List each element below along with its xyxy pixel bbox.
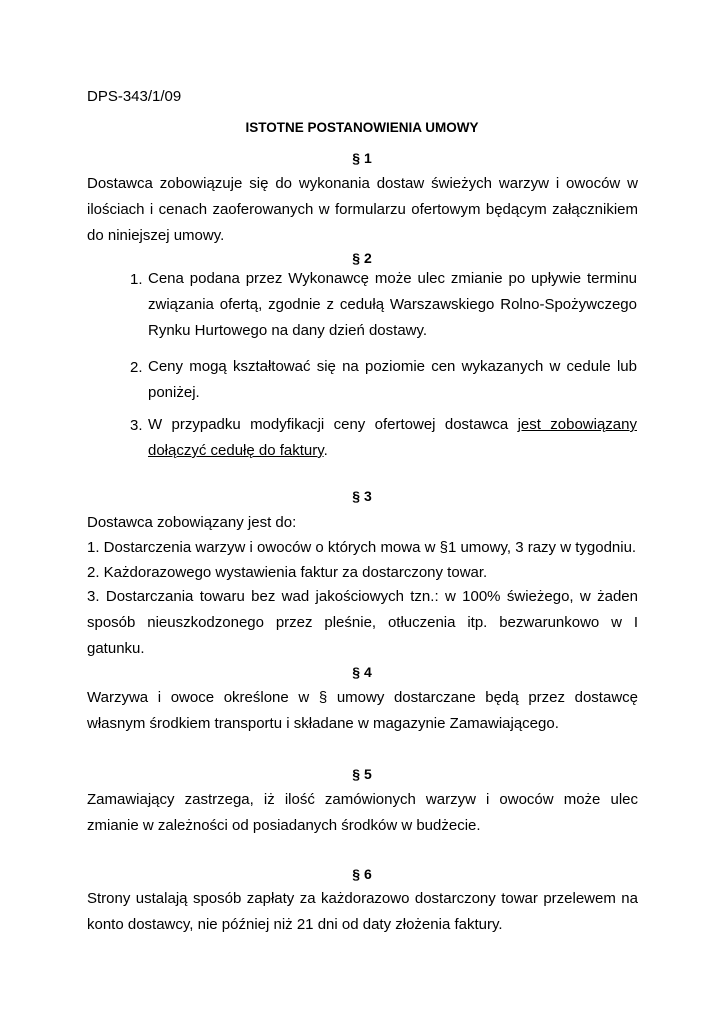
section-6-heading: § 6: [352, 866, 372, 882]
section-4-heading: § 4: [352, 664, 372, 680]
section-3-heading: § 3: [352, 488, 372, 504]
item-number: 2.: [130, 359, 143, 376]
section-2-heading: § 2: [352, 250, 372, 266]
item-number: 3.: [130, 417, 143, 434]
item-number: 1.: [130, 271, 143, 288]
section-1-text: Dostawca zobowiązuje się do wykonania dostaw świeżych warzyw i owoców w ilościach i cenach zaoferowanych w formularzu ofertowym będącym załącznikiem do niniejszej umowy.: [87, 175, 638, 244]
item-text: Ceny mogą kształtować się na poziomie cen wykazanych w cedule lub poniżej.: [148, 358, 637, 401]
section-3-line-3: 3. Dostarczania towaru bez wad jakościowych tzn.: w 100% świeżego, w żaden sposób nieuszkodzonego przez pleśnie, otłuczenia itp. bezwarunkowo w I gatunku.: [87, 588, 638, 657]
section-5-text: Zamawiający zastrzega, iż ilość zamówionych warzyw i owoców może ulec zmianie w zależności od posiadanych środków w budżecie.: [87, 791, 638, 834]
item-text: Cena podana przez Wykonawcę może ulec zmianie po upływie terminu związania ofertą, zgodnie z cedułą Warszawskiego Rolno-Spożywczego Rynku Hurtowego na dany dzień dostawy.: [148, 270, 637, 339]
item-text: [148, 412, 637, 464]
section-4-text: Warzywa i owoce określone w § umowy dostarczane będą przez dostawcę własnym środkiem transportu i składane w magazynie Zamawiającego.: [87, 689, 638, 732]
section-3-line-1: 1. Dostarczenia warzyw i owoców o których mowa w §1 umowy, 3 razy w tygodniu.: [87, 539, 637, 556]
section-5-heading: § 5: [352, 766, 372, 782]
item-text-part: W przypadku modyfikacji ceny ofertowej dostawca: [148, 416, 518, 433]
section-3-intro: Dostawca zobowiązany jest do:: [87, 514, 297, 531]
section-1-heading: § 1: [352, 150, 372, 166]
section-6-text: Strony ustalają sposób zapłaty za każdorazowo dostarczony towar przelewem na konto dostawcy, nie później niż 21 dni od daty złożenia faktury.: [87, 890, 638, 933]
item-text-underlined: jest zobowiązany dołączyć cedułę do faktury: [148, 416, 637, 459]
section-3-line-2: 2. Każdorazowego wystawienia faktur za dostarczony towar.: [87, 564, 488, 581]
item-text-end: .: [323, 442, 328, 459]
document-reference: DPS-343/1/09: [87, 88, 182, 105]
document-title: ISTOTNE POSTANOWIENIA UMOWY: [245, 120, 479, 135]
